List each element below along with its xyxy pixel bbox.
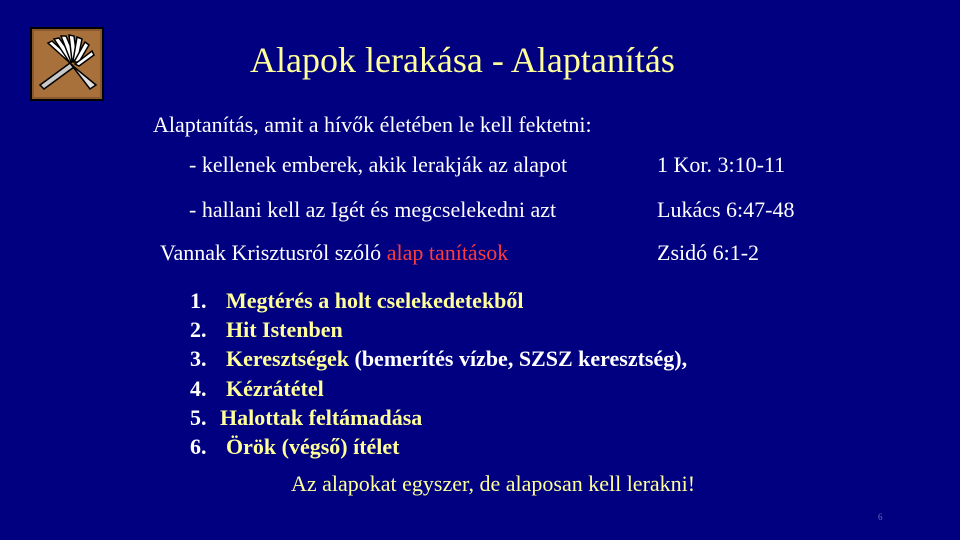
- closing-statement: Az alapokat egyszer, de alaposan kell lerakni!: [291, 471, 696, 496]
- list-item: [190, 374, 687, 403]
- point-2-reference: Lukács 6:47-48: [657, 197, 795, 222]
- foundation-line-highlight: alap tanítások: [386, 240, 509, 265]
- list-item-number: 3.: [190, 346, 207, 372]
- intro-text: Alaptanítás, amit a hívők életében le kell fektetni:: [153, 112, 592, 137]
- foundation-line: [160, 242, 508, 264]
- list-item: [190, 286, 687, 315]
- list-item-number: 6.: [190, 434, 207, 460]
- foundation-reference: Zsidó 6:1-2: [657, 240, 760, 265]
- teachings-list: [190, 286, 687, 461]
- list-item-extra: (bemerítés vízbe, SZSZ keresztség),: [349, 346, 688, 372]
- list-item-text: Hit Istenben: [226, 317, 343, 343]
- foundation-line-prefix: Vannak Krisztusról szóló: [160, 240, 387, 265]
- list-item-text: Keresztségek: [226, 346, 349, 372]
- point-1-reference: 1 Kor. 3:10-11: [657, 152, 786, 177]
- list-item-text: Kézrátétel: [226, 375, 324, 401]
- slide-title: Alapok lerakása - Alaptanítás: [250, 40, 675, 80]
- open-bible-icon: [30, 27, 104, 101]
- list-item-text: Halottak feltámadása: [220, 404, 423, 430]
- list-item-number: 1.: [190, 288, 207, 313]
- point-2-text: - hallani kell az Igét és megcselekedni azt: [189, 197, 557, 222]
- list-item-number: 4.: [190, 375, 207, 401]
- list-item: [190, 315, 687, 344]
- list-item-number: 2.: [190, 317, 207, 343]
- list-item-number: 5.: [190, 404, 207, 430]
- point-1-text: - kellenek emberek, akik lerakják az alapot: [189, 152, 568, 177]
- list-item: [190, 403, 687, 432]
- page-number: 6: [878, 512, 883, 522]
- list-item-text: Megtérés a holt cselekedetekből: [226, 288, 524, 313]
- list-item-text: Örök (végső) ítélet: [226, 434, 400, 460]
- list-item: [190, 432, 687, 461]
- list-item: [190, 344, 687, 373]
